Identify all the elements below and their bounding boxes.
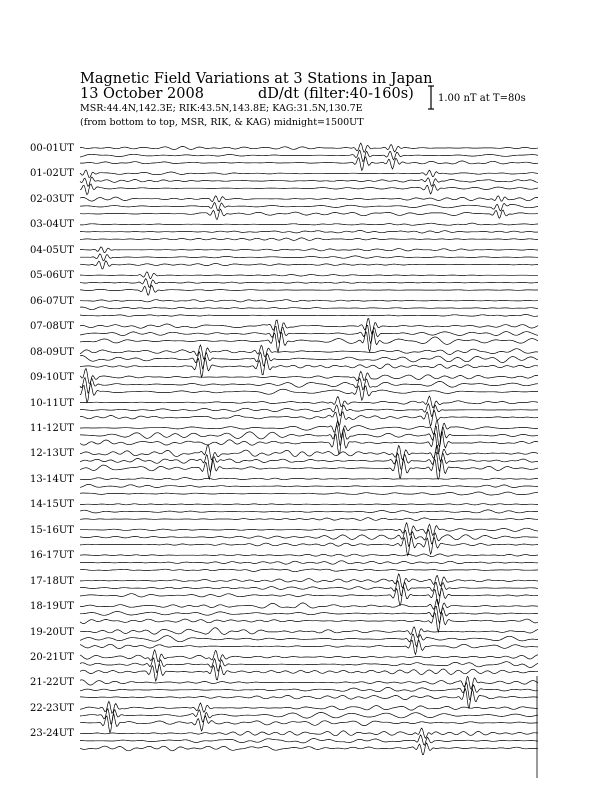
hour-band bbox=[80, 272, 538, 295]
scale-bar-label: 1.00 nT at T=80s bbox=[438, 93, 526, 104]
trace-msr bbox=[80, 411, 538, 427]
trace-rik bbox=[80, 735, 538, 745]
hour-band bbox=[80, 345, 538, 377]
hour-label: 09-10UT bbox=[30, 372, 74, 384]
hour-label: 17-18UT bbox=[30, 575, 74, 587]
trace-kag bbox=[80, 319, 538, 334]
hour-band bbox=[80, 247, 538, 269]
hour-label: 21-22UT bbox=[30, 677, 74, 689]
trace-msr bbox=[80, 665, 538, 681]
hour-band bbox=[80, 300, 538, 317]
trace-msr bbox=[80, 261, 538, 269]
hour-band bbox=[80, 728, 538, 755]
trace-kag bbox=[80, 272, 538, 279]
trace-kag bbox=[80, 196, 538, 202]
trace-msr bbox=[80, 315, 538, 317]
hour-band bbox=[80, 650, 538, 681]
trace-rik bbox=[80, 682, 538, 700]
hour-band bbox=[80, 396, 538, 426]
trace-msr bbox=[80, 714, 538, 732]
trace-rik bbox=[80, 658, 538, 673]
trace-kag bbox=[80, 300, 538, 302]
trace-kag bbox=[80, 170, 538, 177]
hour-label: 13-14UT bbox=[30, 473, 74, 485]
hour-band bbox=[80, 170, 538, 195]
hour-label: 23-24UT bbox=[30, 728, 74, 740]
trace-kag bbox=[80, 247, 538, 253]
hour-label: 18-19UT bbox=[30, 601, 74, 613]
trace-rik bbox=[80, 378, 538, 393]
hour-band bbox=[80, 554, 538, 572]
trace-msr bbox=[80, 537, 538, 556]
hour-band bbox=[80, 319, 538, 352]
stack-order-note: (from bottom to top, MSR, RIK, & KAG) midnight=1500UT bbox=[80, 117, 364, 128]
hour-label: 03-04UT bbox=[30, 219, 74, 231]
trace-kag bbox=[80, 554, 538, 557]
hour-label: 15-16UT bbox=[30, 524, 74, 536]
trace-msr bbox=[80, 640, 538, 654]
trace-kag bbox=[80, 504, 538, 505]
trace-rik bbox=[80, 634, 538, 647]
trace-msr bbox=[80, 612, 538, 632]
hour-band bbox=[80, 369, 538, 403]
hour-band bbox=[80, 420, 538, 454]
hour-band bbox=[80, 445, 538, 479]
trace-rik bbox=[80, 530, 538, 547]
hour-label: 19-20UT bbox=[30, 626, 74, 638]
hour-label: 06-07UT bbox=[30, 295, 74, 307]
trace-rik bbox=[80, 150, 538, 161]
hour-label: 00-01UT bbox=[30, 143, 74, 154]
trace-rik bbox=[80, 581, 538, 597]
hour-label: 05-06UT bbox=[30, 270, 74, 282]
hour-label: 02-03UT bbox=[30, 193, 74, 205]
hour-label: 20-21UT bbox=[30, 652, 74, 663]
chart-filter: dD/dt (filter:40-160s) bbox=[258, 86, 414, 102]
trace-rik bbox=[80, 484, 538, 487]
trace-kag bbox=[80, 478, 538, 480]
trace-msr bbox=[80, 384, 538, 403]
trace-kag bbox=[80, 523, 538, 536]
scale-bar bbox=[428, 86, 434, 109]
trace-msr bbox=[80, 743, 538, 755]
trace-kag bbox=[80, 143, 538, 152]
trace-msr bbox=[80, 569, 538, 572]
trace-msr bbox=[80, 518, 538, 521]
trace-msr bbox=[80, 184, 538, 195]
hour-label: 12-13UT bbox=[30, 448, 74, 460]
trace-msr bbox=[80, 238, 538, 241]
hour-band bbox=[80, 504, 538, 521]
hour-label: 22-23UT bbox=[30, 702, 74, 714]
hour-band bbox=[80, 223, 538, 240]
hour-band bbox=[80, 599, 538, 632]
trace-kag bbox=[80, 599, 538, 613]
trace-msr bbox=[80, 209, 538, 219]
trace-msr bbox=[80, 157, 538, 171]
hour-label: 07-08UT bbox=[30, 321, 74, 333]
hour-band bbox=[80, 676, 538, 707]
hour-band bbox=[80, 143, 538, 170]
trace-kag bbox=[80, 728, 538, 738]
hour-band bbox=[80, 523, 538, 556]
trace-rik bbox=[80, 230, 538, 233]
trace-rik bbox=[80, 561, 538, 564]
trace-kag bbox=[80, 396, 538, 408]
hour-band bbox=[80, 196, 538, 220]
hour-band bbox=[80, 574, 538, 605]
trace-msr bbox=[80, 492, 538, 495]
trace-rik bbox=[80, 510, 538, 513]
trace-msr bbox=[80, 459, 538, 479]
hour-label: 11-12UT bbox=[30, 422, 74, 434]
trace-kag bbox=[80, 574, 538, 588]
trace-rik bbox=[80, 279, 538, 288]
trace-kag bbox=[80, 223, 538, 225]
hour-label: 10-11UT bbox=[30, 397, 74, 409]
trace-rik bbox=[80, 177, 538, 186]
hour-band bbox=[80, 627, 538, 654]
trace-rik bbox=[80, 404, 538, 417]
station-coordinates: MSR:44.4N,142.3E; RIK:43.5N,143.8E; KAG:31.5N,130.7E bbox=[80, 103, 363, 114]
chart-title: Magnetic Field Variations at 3 Stations in Japan bbox=[80, 71, 433, 87]
trace-msr bbox=[80, 587, 538, 605]
trace-kag bbox=[80, 369, 538, 384]
trace-kag bbox=[80, 650, 538, 662]
hour-band bbox=[80, 478, 538, 495]
trace-rik bbox=[80, 307, 538, 310]
trace-kag bbox=[80, 445, 538, 462]
hour-label: 01-02UT bbox=[30, 168, 74, 180]
chart-date: 13 October 2008 bbox=[80, 86, 204, 102]
hour-label: 16-17UT bbox=[30, 550, 74, 562]
trace-rik bbox=[80, 203, 538, 211]
hour-label: 08-09UT bbox=[30, 346, 74, 358]
trace-kag bbox=[80, 345, 538, 359]
hour-label: 04-05UT bbox=[30, 244, 74, 256]
trace-kag bbox=[80, 627, 538, 637]
trace-rik bbox=[80, 254, 538, 261]
trace-kag bbox=[80, 676, 538, 689]
hour-label: 14-15UT bbox=[30, 499, 74, 511]
trace-rik bbox=[80, 452, 538, 472]
